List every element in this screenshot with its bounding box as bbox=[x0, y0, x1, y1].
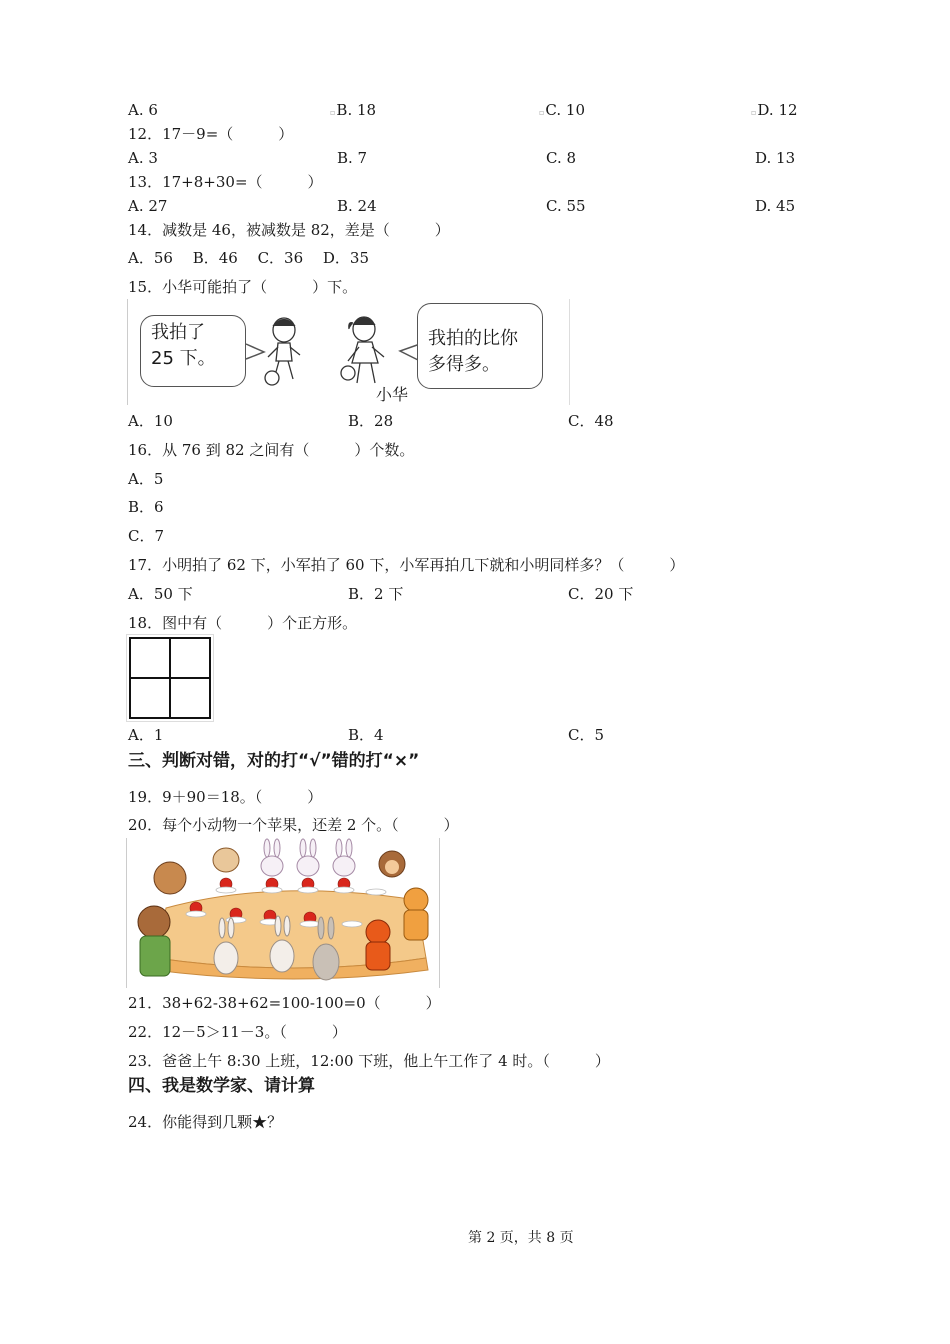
front-rabbit-icon bbox=[214, 916, 339, 980]
q12-option-d: D. 13 bbox=[755, 149, 796, 167]
section-4-heading: 四、我是数学家、请计算 bbox=[128, 1076, 315, 1096]
q16-option-c: C．7 bbox=[128, 527, 165, 545]
q24-stem: 24．你能得到几颗★？ bbox=[128, 1113, 283, 1131]
q12-option-c: C. 8 bbox=[546, 149, 577, 167]
q15-stem: 15．小华可能拍了（ ）下。 bbox=[128, 278, 358, 296]
q11-option-b-text: B. 18 bbox=[336, 101, 377, 119]
girl-name-label: 小华 bbox=[376, 385, 409, 404]
dog-icon bbox=[213, 848, 239, 872]
q13-option-a: A. 27 bbox=[128, 197, 168, 215]
animals-table-illustration bbox=[126, 838, 440, 988]
q19-stem: 19．9＋90＝18。（ ） bbox=[128, 788, 323, 806]
q22-stem: 22．12－5＞11－3。（ ） bbox=[128, 1023, 347, 1041]
q15-option-b: B．28 bbox=[348, 412, 394, 430]
q14-options: A．56 B．46 C．36 D．35 bbox=[128, 249, 370, 267]
q11-option-d-text: D. 12 bbox=[757, 101, 798, 119]
monkey-icon bbox=[379, 851, 405, 877]
q17-option-b: B．2 下 bbox=[348, 585, 404, 603]
q18-stem: 18．图中有（ ）个正方形。 bbox=[128, 614, 358, 632]
right-bubble-line-2: 多得多。 bbox=[428, 354, 500, 376]
q13-option-d: D. 45 bbox=[755, 197, 796, 215]
q12-option-b: B. 7 bbox=[337, 149, 368, 167]
q23-stem: 23．爸爸上午 8:30 上班，12:00 下班，他上午工作了 4 时。（ ） bbox=[128, 1052, 610, 1070]
left-bubble-line-1: 我拍了 bbox=[151, 322, 205, 343]
q18-option-c: C．5 bbox=[568, 726, 605, 744]
marker-icon: ▫ bbox=[539, 108, 545, 117]
marker-icon: ▫ bbox=[751, 108, 757, 117]
left-bubble-line-2: 25 下。 bbox=[151, 348, 216, 370]
q18-option-a: A．1 bbox=[128, 726, 164, 744]
q13-stem: 13．17+8+30=（ ） bbox=[128, 173, 323, 191]
q11-option-a: A. 6 bbox=[128, 101, 158, 119]
q16-option-b: B．6 bbox=[128, 498, 164, 516]
cat-icon bbox=[404, 888, 428, 940]
q15-illustration bbox=[127, 299, 570, 405]
q16-stem: 16．从 76 到 82 之间有（ ）个数。 bbox=[128, 441, 415, 459]
marker-icon: ▫ bbox=[330, 108, 336, 117]
page-footer: 第 2 页，共 8 页 bbox=[468, 1230, 574, 1246]
q21-stem: 21．38+62-38+62=100-100=0（ ） bbox=[128, 994, 441, 1012]
q15-option-a: A．10 bbox=[128, 412, 173, 430]
q13-option-b: B. 24 bbox=[337, 197, 377, 215]
q11-option-b bbox=[330, 103, 376, 118]
q14-stem: 14．减数是 46，被减数是 82，差是（ ） bbox=[128, 221, 450, 239]
section-3-heading: 三、判断对错，对的打“√”错的打“×” bbox=[128, 751, 420, 771]
boy-icon bbox=[265, 318, 300, 385]
q20-stem: 20．每个小动物一个苹果，还差 2 个。（ ） bbox=[128, 816, 459, 834]
q11-option-c-text: C. 10 bbox=[545, 101, 585, 119]
q18-option-b: B．4 bbox=[348, 726, 384, 744]
right-speech-bubble bbox=[417, 303, 543, 389]
q12-stem: 12．17－9=（ ） bbox=[128, 125, 294, 143]
fox-icon bbox=[366, 920, 390, 970]
q11-option-c bbox=[539, 103, 585, 118]
q12-option-a: A. 3 bbox=[128, 149, 158, 167]
q13-option-c: C. 55 bbox=[546, 197, 586, 215]
q17-option-c: C．20 下 bbox=[568, 585, 634, 603]
q11-option-d bbox=[751, 103, 798, 118]
q17-stem: 17．小明拍了 62 下，小军拍了 60 下，小军再拍几下就和小明同样多？（ ） bbox=[128, 556, 685, 574]
right-bubble-line-1: 我拍的比你 bbox=[428, 328, 518, 349]
square-grid-figure bbox=[126, 634, 214, 722]
girl-icon bbox=[341, 317, 384, 383]
q17-option-a: A．50 下 bbox=[128, 585, 193, 603]
q16-option-a: A．5 bbox=[128, 470, 164, 488]
q15-option-c: C．48 bbox=[568, 412, 614, 430]
